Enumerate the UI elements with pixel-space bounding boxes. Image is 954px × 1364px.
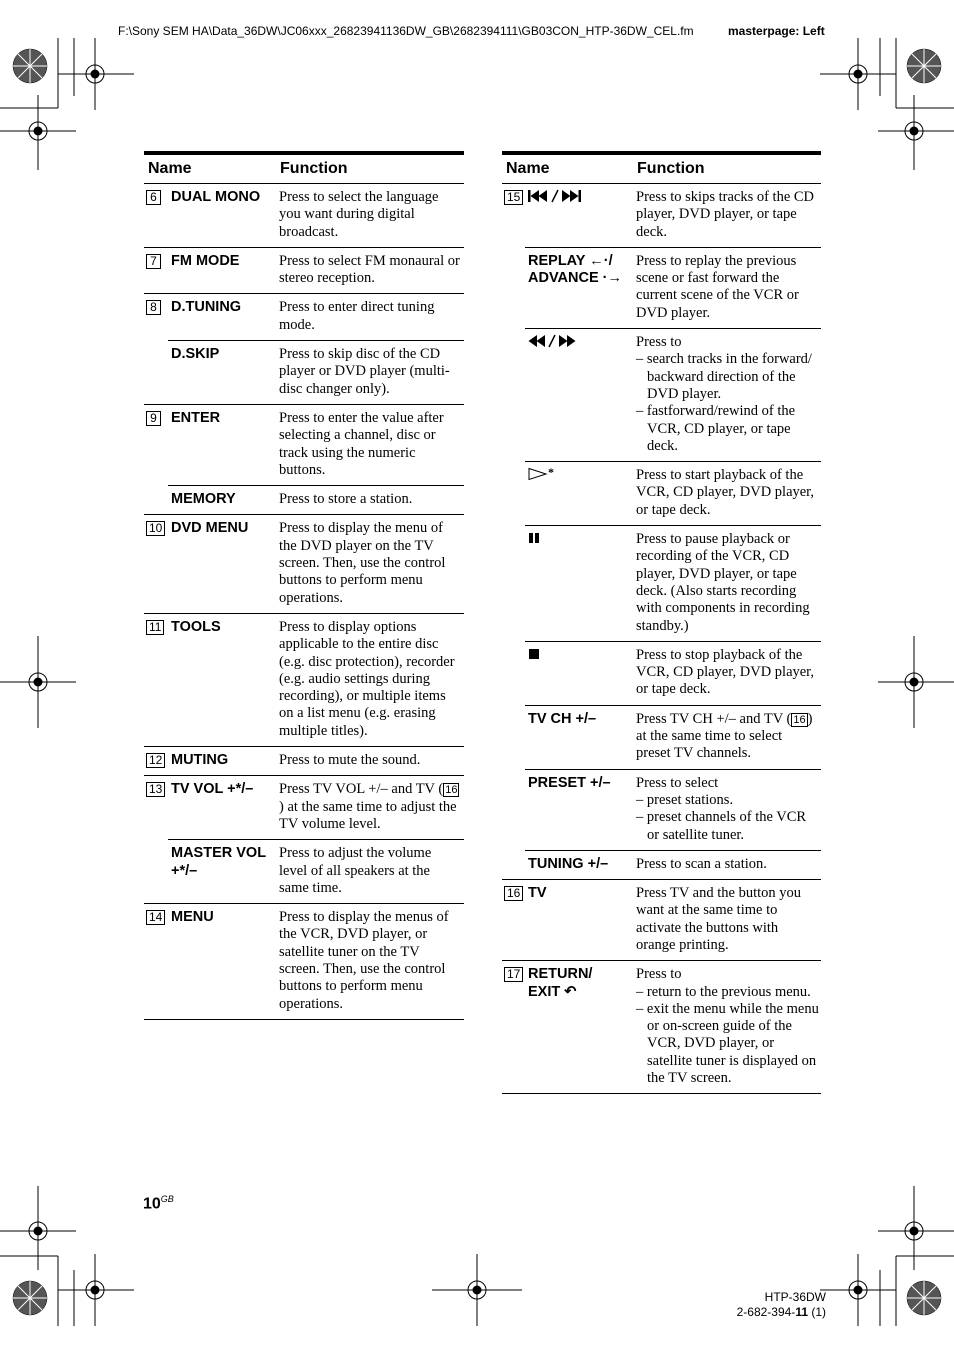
stop-icon: [525, 641, 633, 705]
table-row: [502, 705, 821, 769]
button-function: Press to pause playback or recording of the VCR, CD player, DVD player, or tape deck. (Also starts recording with components in recording standby.): [633, 526, 821, 642]
button-name: MUTING: [168, 747, 276, 776]
button-function: Press to replay the previous scene or fast forward the current scene of the VCR or DVD player.: [633, 247, 821, 328]
item-number: 16: [504, 886, 523, 901]
masterpage-label: masterpage: Left: [728, 24, 825, 38]
button-function: Press to scan a station.: [633, 850, 821, 879]
table-row: [502, 641, 821, 705]
button-name: TOOLS: [168, 613, 276, 746]
column-header-name: Name: [502, 153, 633, 184]
button-function: Press to skips tracks of the CD player, DVD player, or tape deck.: [633, 184, 821, 248]
table-row: [144, 840, 464, 904]
column-header-function: Function: [276, 153, 464, 184]
button-name: DUAL MONO: [168, 184, 276, 248]
table-row: [144, 404, 464, 485]
item-number: 10: [146, 521, 165, 536]
rewind-forward-icon: [528, 334, 584, 348]
button-function: Press to mute the sound.: [276, 747, 464, 776]
item-number: 14: [146, 910, 165, 925]
play-triangle-icon: [528, 467, 562, 481]
column-header-function: Function: [633, 153, 821, 184]
table-row: [502, 329, 821, 462]
table-row: [144, 341, 464, 405]
button-name: D.TUNING: [168, 294, 276, 341]
button-function: Press to display the menus of the VCR, DVD player, or satellite tuner on the TV screen. Then, use the control buttons to perform menu operations.: [276, 904, 464, 1020]
remote-buttons-table-right: [502, 151, 821, 1094]
table-row: [502, 184, 821, 248]
button-name: RETURN/ EXIT ↶: [525, 961, 633, 1094]
button-name: FM MODE: [168, 247, 276, 294]
ref-number-box: 16: [445, 784, 458, 797]
table-row: [144, 747, 464, 776]
button-function: Press TV CH +/– and TV ( 16 ) at the same time to select preset TV channels.: [633, 705, 821, 769]
button-function: Press to – search tracks in the forward/ backward direction of the DVD player. – fastforward/rewind of the VCR, CD player, or tape deck.: [633, 329, 821, 462]
item-number: 7: [146, 254, 161, 269]
table-row: [144, 776, 464, 840]
remote-buttons-table-left: [144, 151, 464, 1020]
item-number: 9: [146, 411, 161, 426]
skip-icon: [525, 184, 633, 248]
button-name: D.SKIP: [168, 341, 276, 405]
item-number: 8: [146, 300, 161, 315]
table-row: [502, 247, 821, 328]
button-name: MEMORY: [168, 486, 276, 515]
button-function: Press to display the menu of the DVD player on the TV screen. Then, use the control buttons to perform menu operations.: [276, 515, 464, 613]
button-function: Press to adjust the volume level of all speakers at the same time.: [276, 840, 464, 904]
table-row: [502, 850, 821, 879]
table-row: [144, 613, 464, 746]
play-icon: [525, 462, 633, 526]
footer-model-code: [737, 1290, 826, 1320]
svg-text:*: *: [548, 467, 554, 480]
pause-icon: [525, 526, 633, 642]
button-function: Press to skip disc of the CD player or DVD player (multi-disc changer only).: [276, 341, 464, 405]
button-function: Press TV and the button you want at the same time to activate the buttons with orange printing.: [633, 880, 821, 961]
button-function: Press to start playback of the VCR, CD player, DVD player, or tape deck.: [633, 462, 821, 526]
table-row: [144, 184, 464, 248]
table-row: [144, 486, 464, 515]
button-function: Press to enter the value after selecting a channel, disc or track using the numeric buttons.: [276, 404, 464, 485]
button-function: Press TV VOL +/– and TV ( 16) at the same time to adjust the TV volume level.: [276, 776, 464, 840]
item-number: 12: [146, 753, 165, 768]
skip-prev-next-icon: [528, 189, 586, 203]
button-name: MENU: [168, 904, 276, 1020]
button-name: TV: [525, 880, 633, 961]
file-path-header: F:\Sony SEM HA\Data_36DW\JC06xxx_26823941136DW_GB\2682394111\GB03CON_HTP-36DW_CEL.fm: [118, 24, 694, 38]
button-function: Press to select the language you want during digital broadcast.: [276, 184, 464, 248]
button-function: Press to select – preset stations. – preset channels of the VCR or satellite tuner.: [633, 769, 821, 850]
button-name: ENTER: [168, 404, 276, 485]
button-function: Press to display options applicable to the entire disc (e.g. disc protection), recorder (e.g. audio settings during recording), or multiple items on a list menu (e.g. erasing multiple titles).: [276, 613, 464, 746]
button-function: Press to stop playback of the VCR, CD player, DVD player, or tape deck.: [633, 641, 821, 705]
table-row: [502, 880, 821, 961]
search-icon: [525, 329, 633, 462]
button-name: MASTER VOL +*/–: [168, 840, 276, 904]
item-number: 17: [504, 967, 523, 982]
button-name: TUNING +/–: [525, 850, 633, 879]
button-name: TV VOL +*/–: [168, 776, 276, 840]
page-number: $10^{GB}$: [143, 1194, 174, 1213]
ref-number-box: 16: [793, 713, 806, 726]
table-row: [502, 769, 821, 850]
item-number: 13: [146, 782, 165, 797]
table-row: [502, 526, 821, 642]
button-name: TV CH +/–: [525, 705, 633, 769]
document-code: 2-682-394-11 (1): [736, 1305, 826, 1319]
button-name: REPLAY ←·/ ADVANCE ·→: [525, 247, 633, 328]
item-number: 11: [146, 620, 164, 635]
button-function: Press to – return to the previous menu. – exit the menu while the menu or on-screen guide of the VCR, DVD player, or satellite tuner is displayed on the TV screen.: [633, 961, 821, 1094]
button-name: PRESET +/–: [525, 769, 633, 850]
button-function: Press to select FM monaural or stereo reception.: [276, 247, 464, 294]
table-row: [144, 294, 464, 341]
button-name: DVD MENU: [168, 515, 276, 613]
item-number: 15: [504, 190, 523, 205]
table-row: [502, 961, 821, 1094]
table-row: [502, 462, 821, 526]
column-header-name: Name: [144, 153, 276, 184]
table-row: [144, 515, 464, 613]
model-number: HTP-36DW: [764, 1290, 826, 1304]
table-row: [144, 247, 464, 294]
table-row: [144, 904, 464, 1020]
item-number: 6: [146, 190, 161, 205]
button-function: Press to enter direct tuning mode.: [276, 294, 464, 341]
button-function: Press to store a station.: [276, 486, 464, 515]
